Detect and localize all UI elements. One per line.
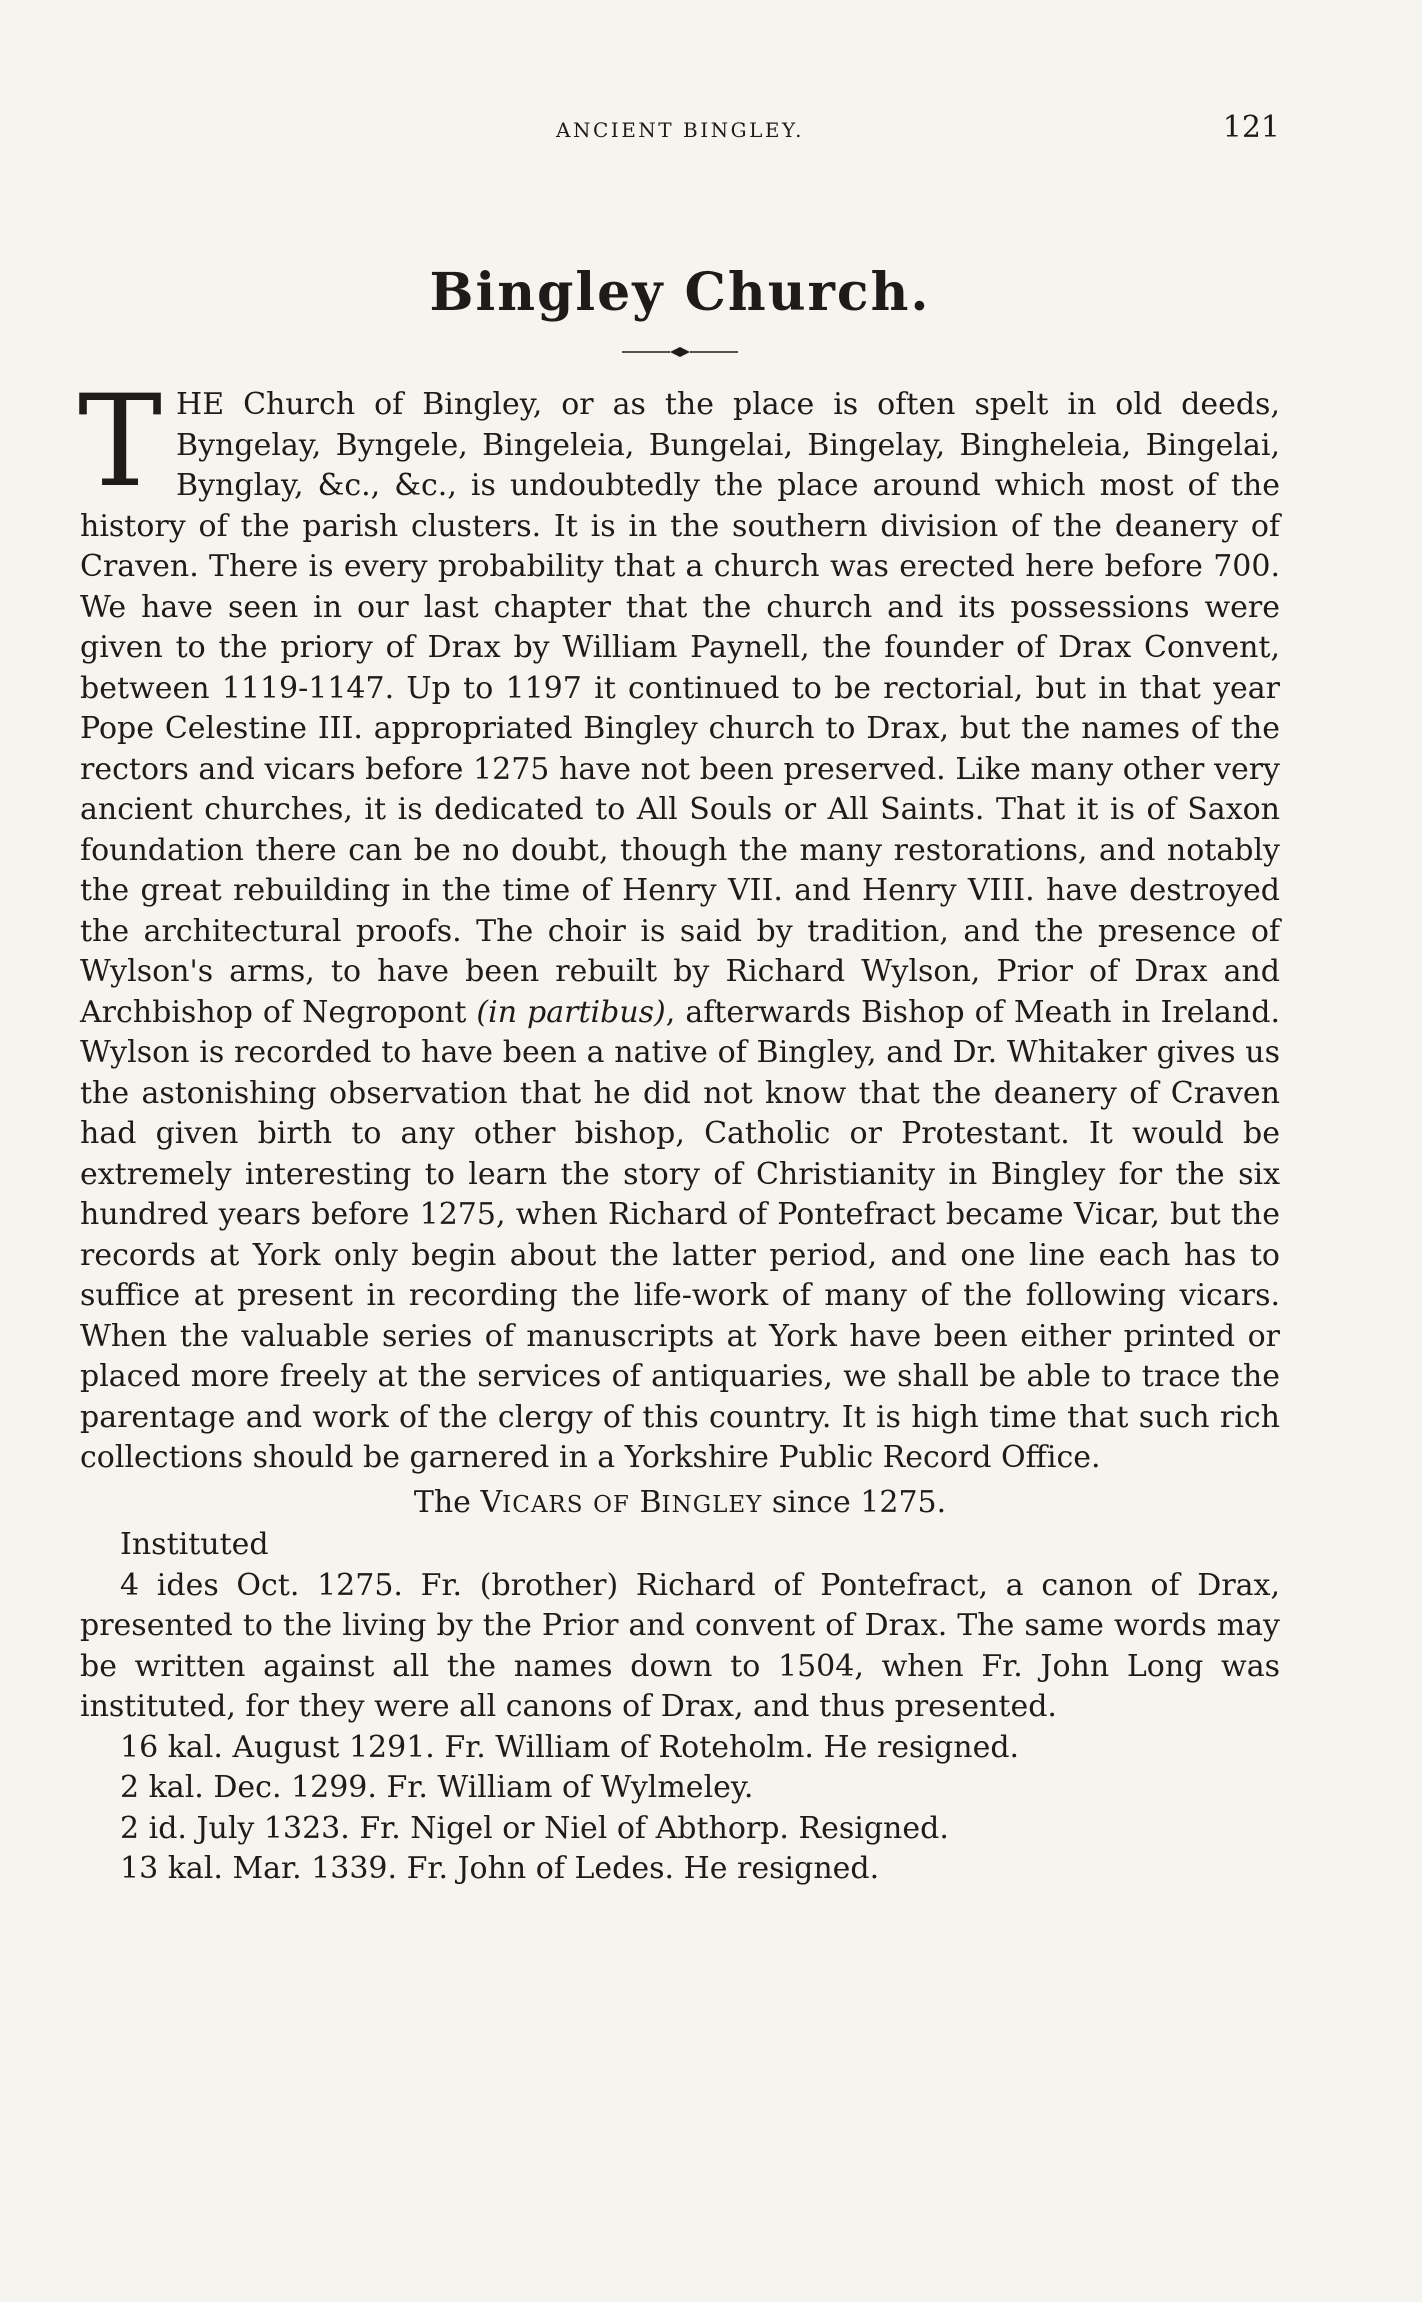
book-page	[80, 100, 1280, 2240]
intro-paragraph	[78, 368, 1280, 1479]
title-word-the: The	[413, 1484, 471, 1520]
vicar-entry: 2 id. July 1323. Fr. Nigel or Niel of Abthorp. Resigned.	[120, 1810, 949, 1846]
chapter-title: Bingley Church.	[429, 262, 931, 323]
instituted-label: Instituted	[120, 1527, 269, 1562]
intro-italic-phrase: (in partibus)	[476, 994, 666, 1030]
vicars-section-title	[80, 1483, 1280, 1526]
title-smallcaps-ingley: INGLEY	[661, 1491, 763, 1518]
intro-text-part1: HE Church of Bingley, or as the place is often spelt in old deeds, Byngelay, Byngele, Bingeleia, Bungelai, Bingelay, Bingheleia, Bingelai, Bynglay, &c., &c., is undoubtedly the place around which most of the history of the parish clusters. It is in the southern division of the deanery of Craven. There is every probability that a church was erected here before 700. We have seen in our last chapter that the church and its possessions were given to the priory of Drax by William Paynell, the founder of Drax Convent, between 1119-1147. Up to 1197 it continued to be rectorial, but in that year Pope Celestine III. appropriated Bingley church to Drax, but the names of the rectors and vicars before 1275 have not been preserved. Like many other very ancient churches, it is dedicated to All Souls or All Saints. That it is of Saxon foundation there can be no doubt, though the many restorations, and notably the great rebuilding in the time of Henry VII. and Henry VIII. have destroyed the architectural proofs. The choir is said by tradition, and the presence of Wylson's arms, to have been rebuilt by Richard Wylson, Prior of Drax and Archbishop of Negropont	[80, 387, 1280, 1030]
vicar-entry: 13 kal. Mar. 1339. Fr. John of Ledes. He resigned.	[120, 1851, 880, 1886]
title-cap-b: B	[639, 1484, 662, 1520]
drop-cap: T	[78, 368, 163, 515]
ornament-divider-icon	[620, 345, 740, 359]
title-smallcaps-of: OF	[593, 1491, 630, 1518]
title-smallcaps-icars: ICARS	[502, 1491, 584, 1518]
vicar-entry: 2 kal. Dec. 1299. Fr. William of Wylmeley.	[120, 1770, 754, 1805]
page-number: 121	[1222, 110, 1280, 145]
vicar-entry: 16 kal. August 1291. Fr. William of Roteholm. He resigned.	[120, 1729, 1020, 1765]
vicar-entry: 4 ides Oct. 1275. Fr. (brother) Richard of Pontefract, a canon of Drax, presented to the living by the Prior and convent of Drax. The same words may be written against all the names down to 1504, when Fr. John Long was instituted, for they were all canons of Drax, and thus presented.	[80, 1567, 1280, 1724]
intro-text-part2: , afterwards Bishop of Meath in Ireland. Wylson is recorded to have been a native of Bingley, and Dr. Whitaker gives us the astonishing observation that he did not know that the deanery of Craven had given birth to any other bishop, Catholic or Protestant. It would be extremely interesting to learn the story of Christianity in Bingley for the six hundred years before 1275, when Richard of Pontefract became Vicar, but the records at York only begin about the latter period, and one line each has to suffice at present in recording the life-work of many of the following vicars. When the valuable series of manuscripts at York have been either printed or placed more freely at the services of antiquaries, we shall be able to trace the parentage and work of the clergy of this country. It is high time that such rich collections should be garnered in a Yorkshire Public Record Office.	[80, 994, 1280, 1475]
running-title: ANCIENT BINGLEY.	[556, 118, 804, 142]
running-head	[80, 100, 1280, 150]
title-cap-v: V	[480, 1484, 503, 1520]
title-since: since 1275.	[771, 1484, 947, 1520]
